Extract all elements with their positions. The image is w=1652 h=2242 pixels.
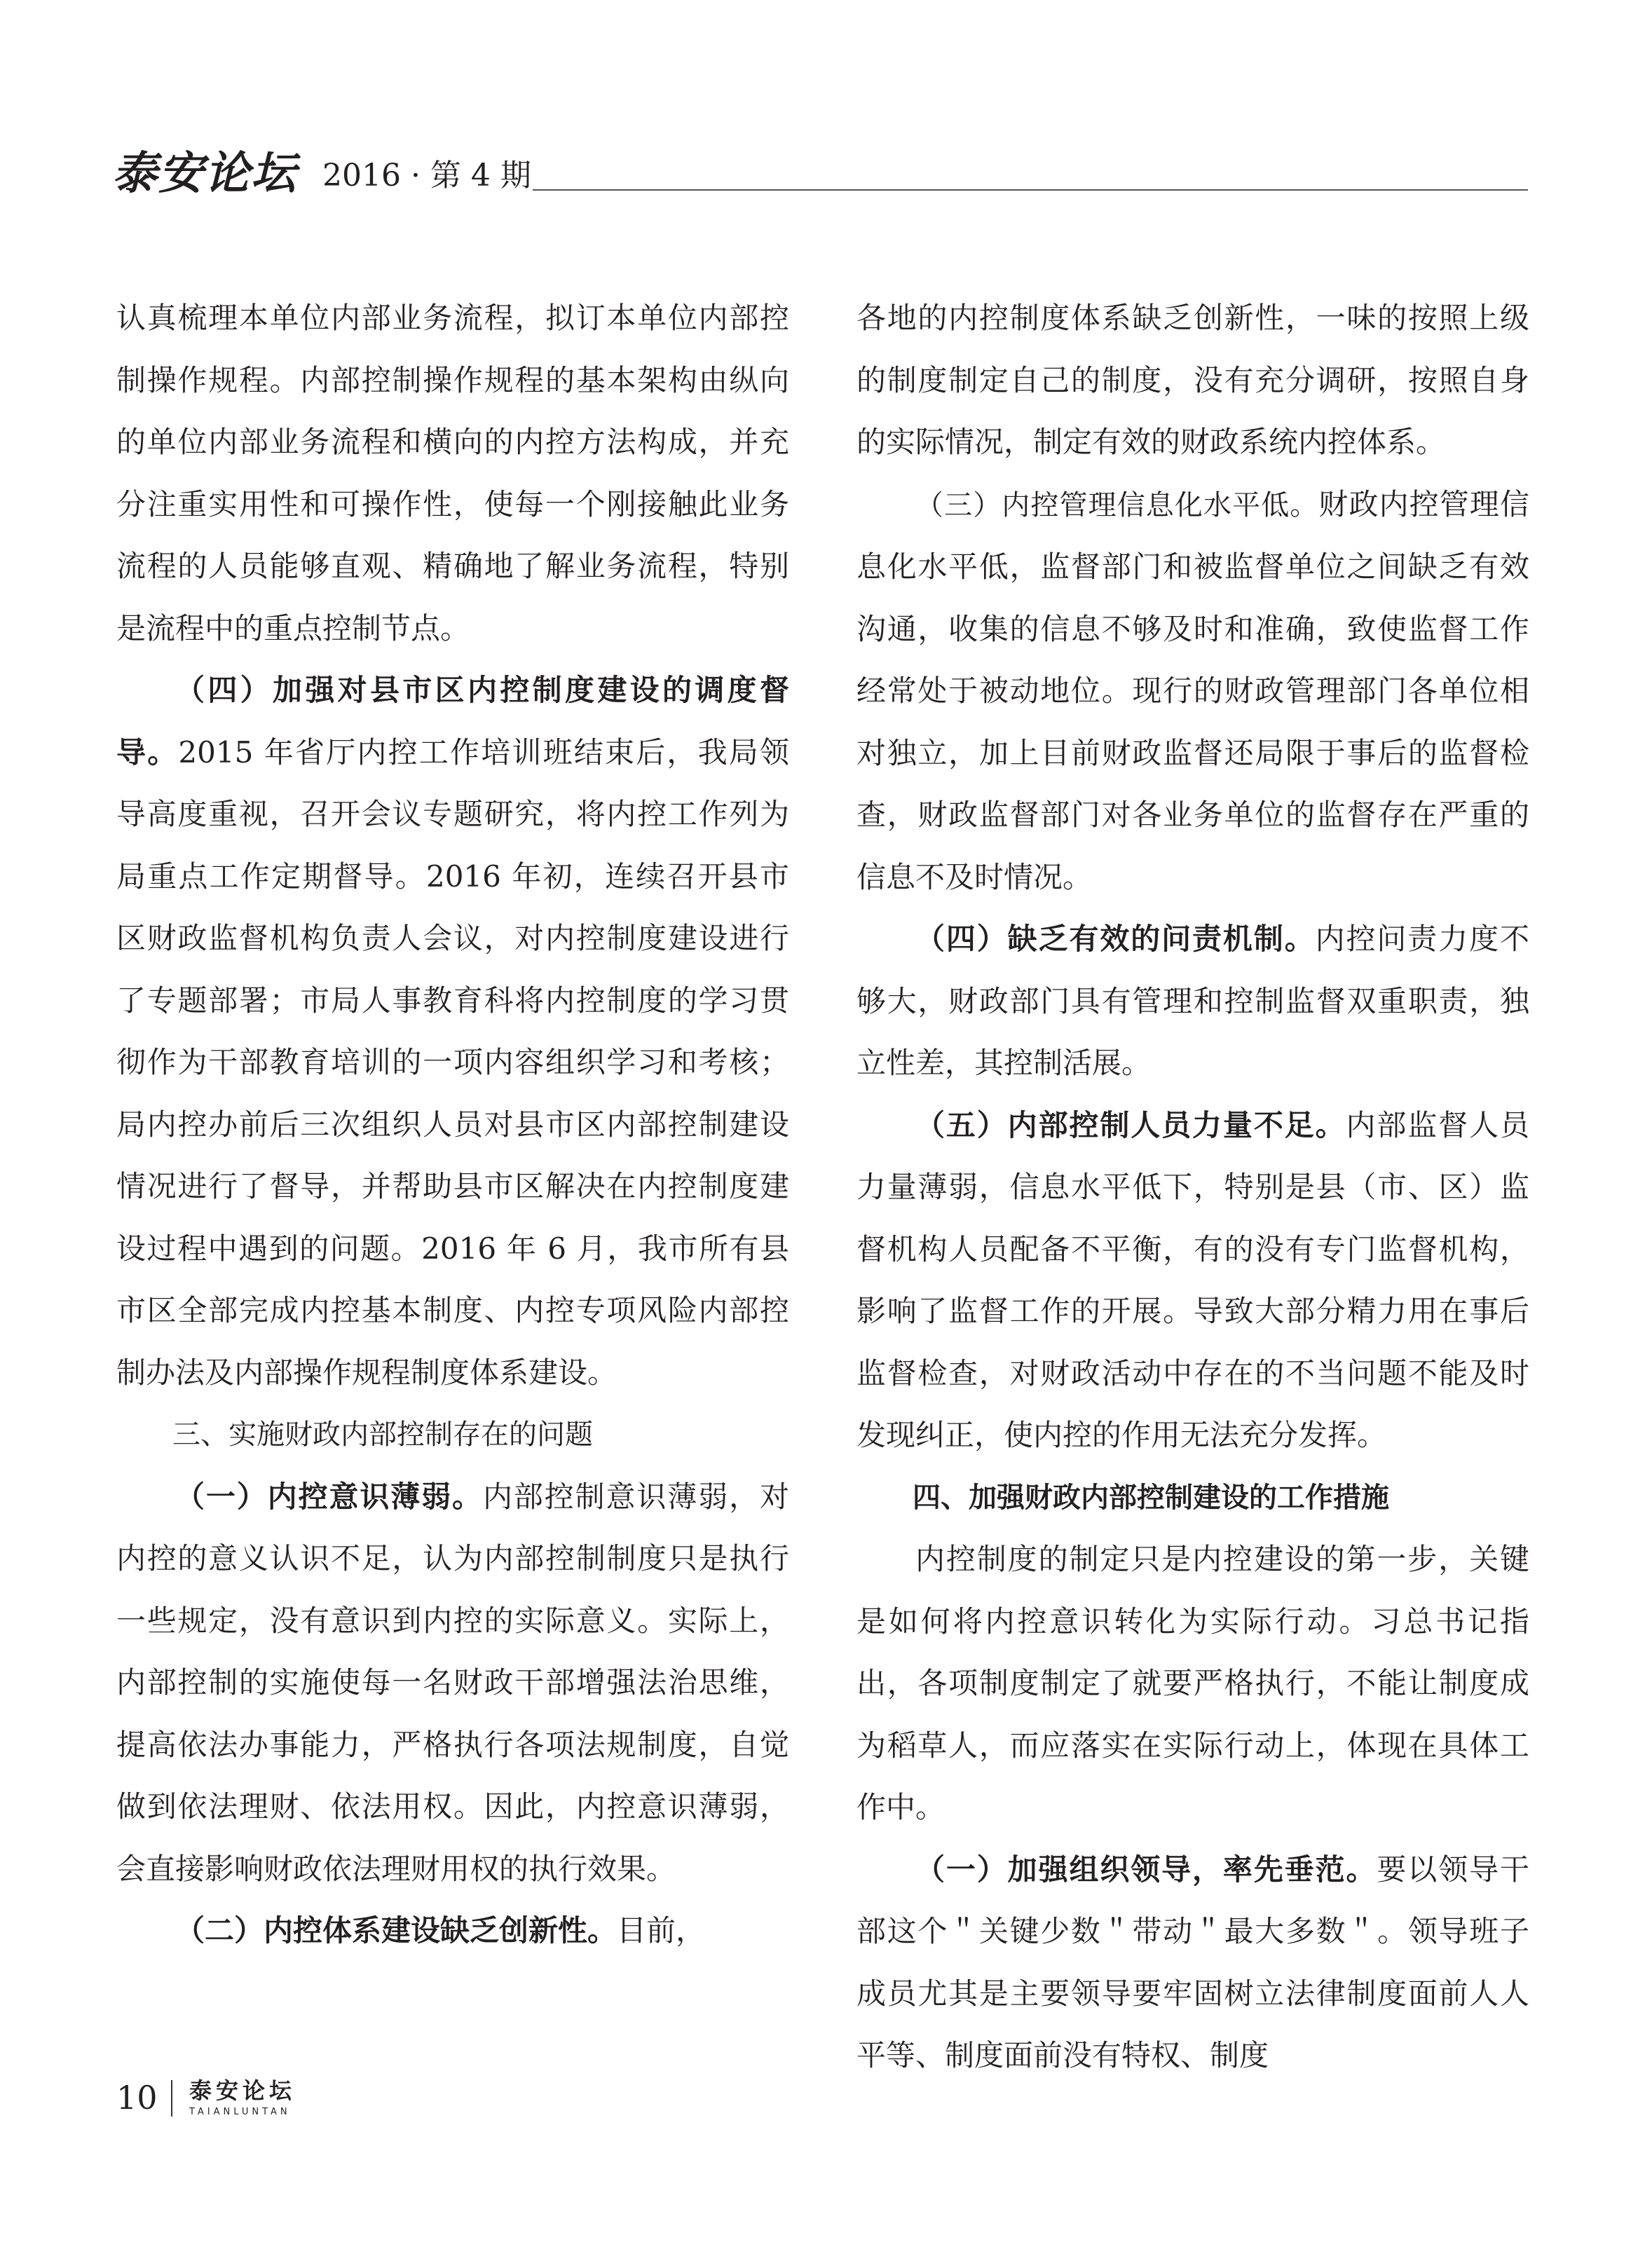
- footer-journal-name: 泰安论坛: [189, 2077, 296, 2104]
- left-column: [116, 287, 789, 1962]
- paragraph: [116, 1900, 789, 1962]
- section-body: 要以领导干部这个＂关键少数＂带动＂最大多数＂。领导班子成员尤其是主要领导要牢固树立法律制度面前人人平等、制度面前没有特权、制度: [856, 1852, 1529, 2072]
- section-heading: 四、加强财政内部控制建设的工作措施: [913, 1481, 1389, 1514]
- header-rule: [533, 189, 1528, 191]
- footer-divider: [171, 2080, 172, 2117]
- section-body: 财政内控管理信息化水平低，监督部门和被监督单位之间缺乏有效沟通，收集的信息不够及时和准确，致使监督工作经常处于被动地位。现行的财政管理部门各单位相对独立，加上目前财政监督还局限于事后的监督检查，财政监督部门对各业务单位的监督存在严重的信息不及时情况。: [856, 486, 1529, 894]
- journal-logo: 泰安论坛: [112, 148, 297, 200]
- paragraph: [856, 1839, 1529, 2087]
- section-title: （四）加强对县市区内控制度建设的调度督导。: [116, 673, 789, 770]
- section-heading: 三、实施财政内部控制存在的问题: [172, 1419, 593, 1451]
- paragraph: 各地的内控制度体系缺乏创新性，一味的按照上级的制度制定自己的制度，没有充分调研，按照自身的实际情况，制定有效的财政系统内控体系。: [856, 301, 1529, 459]
- section-body: 2015 年省厅内控工作培训班结束后，我局领导高度重视，召开会议专题研究，将内控工作列为局重点工作定期督导。2016 年初，连续召开县市区财政监督机构负责人会议，对内控制度建设进行了专题部署；市局人事教育科将内控制度的学习贯彻作为干部教育培训的一项内容组织学习和考核；局内控办前后三次组织人员对县市区内部控制建设情况进行了督导，并帮助县市区解决在内控制度建设过程中遇到的问题。2016 年 6 月，我市所有县市区全部完成内控基本制度、内控专项风险内部控制办法及内部操作规程制度体系建设。: [116, 734, 789, 1390]
- page-number: 10: [116, 2079, 158, 2117]
- section-title: （三）内控管理信息化水平低。: [915, 488, 1319, 521]
- section-body: 目前，: [617, 1913, 706, 1948]
- section-title: （一）内控意识薄弱。: [175, 1479, 483, 1514]
- page-header: [112, 146, 1528, 202]
- section-title: （五）内部控制人员力量不足。: [915, 1107, 1346, 1142]
- paragraph: 认真梳理本单位内部业务流程，拟订本单位内部控制操作规程。内部控制操作规程的基本架构由纵向的单位内部业务流程和横向的内控方法构成，并充分注重实用性和可操作性，使每一个刚接触此业务流程的人员能够直观、精确地了解业务流程，特别是流程中的重点控制节点。: [116, 301, 789, 645]
- paragraph: [116, 1466, 789, 1901]
- paragraph: [116, 659, 789, 1404]
- paragraph: [856, 1095, 1529, 1467]
- section-title: （一）加强组织领导，率先垂范。: [915, 1852, 1377, 1887]
- issue-label: 2016 · 第 4 期: [322, 158, 531, 193]
- section-body: 内控问责力度不够大，财政部门具有管理和控制监督双重职责，独立性差，其控制活展。: [856, 922, 1529, 1080]
- right-column: [856, 287, 1529, 2087]
- section-title: （四）缺乏有效的问责机制。: [915, 922, 1316, 956]
- section-body: 内部监督人员力量薄弱，信息水平低下，特别是县（市、区）监督机构人员配备不平衡，有的没有专门监督机构，影响了监督工作的开展。导致大部分精力用在事后监督检查，对财政活动中存在的不当问题不能及时发现纠正，使内控的作用无法充分发挥。: [856, 1107, 1529, 1452]
- section-body: 内部控制意识薄弱，对内控的意义认识不足，认为内部控制制度只是执行一些规定，没有意识到内控的实际意义。实际上，内部控制的实施使每一名财政干部增强法治思维，提高依法办事能力，严格执行各项法规制度，自觉做到依法理财、依法用权。因此，内控意识薄弱，会直接影响财政依法理财用权的执行效果。: [116, 1479, 789, 1886]
- paragraph: [856, 908, 1529, 1095]
- paragraph: [856, 474, 1529, 909]
- footer-journal-pinyin: TAIANLUNTAN: [189, 2107, 291, 2117]
- paragraph: 内控制度的制定只是内控建设的第一步，关键是如何将内控意识转化为实际行动。习总书记指出，各项制度制定了就要严格执行，不能让制度成为稻草人，而应落实在实际行动上，体现在具体工作中。: [856, 1542, 1529, 1824]
- section-title: （二）内控体系建设缺乏创新性。: [175, 1913, 617, 1948]
